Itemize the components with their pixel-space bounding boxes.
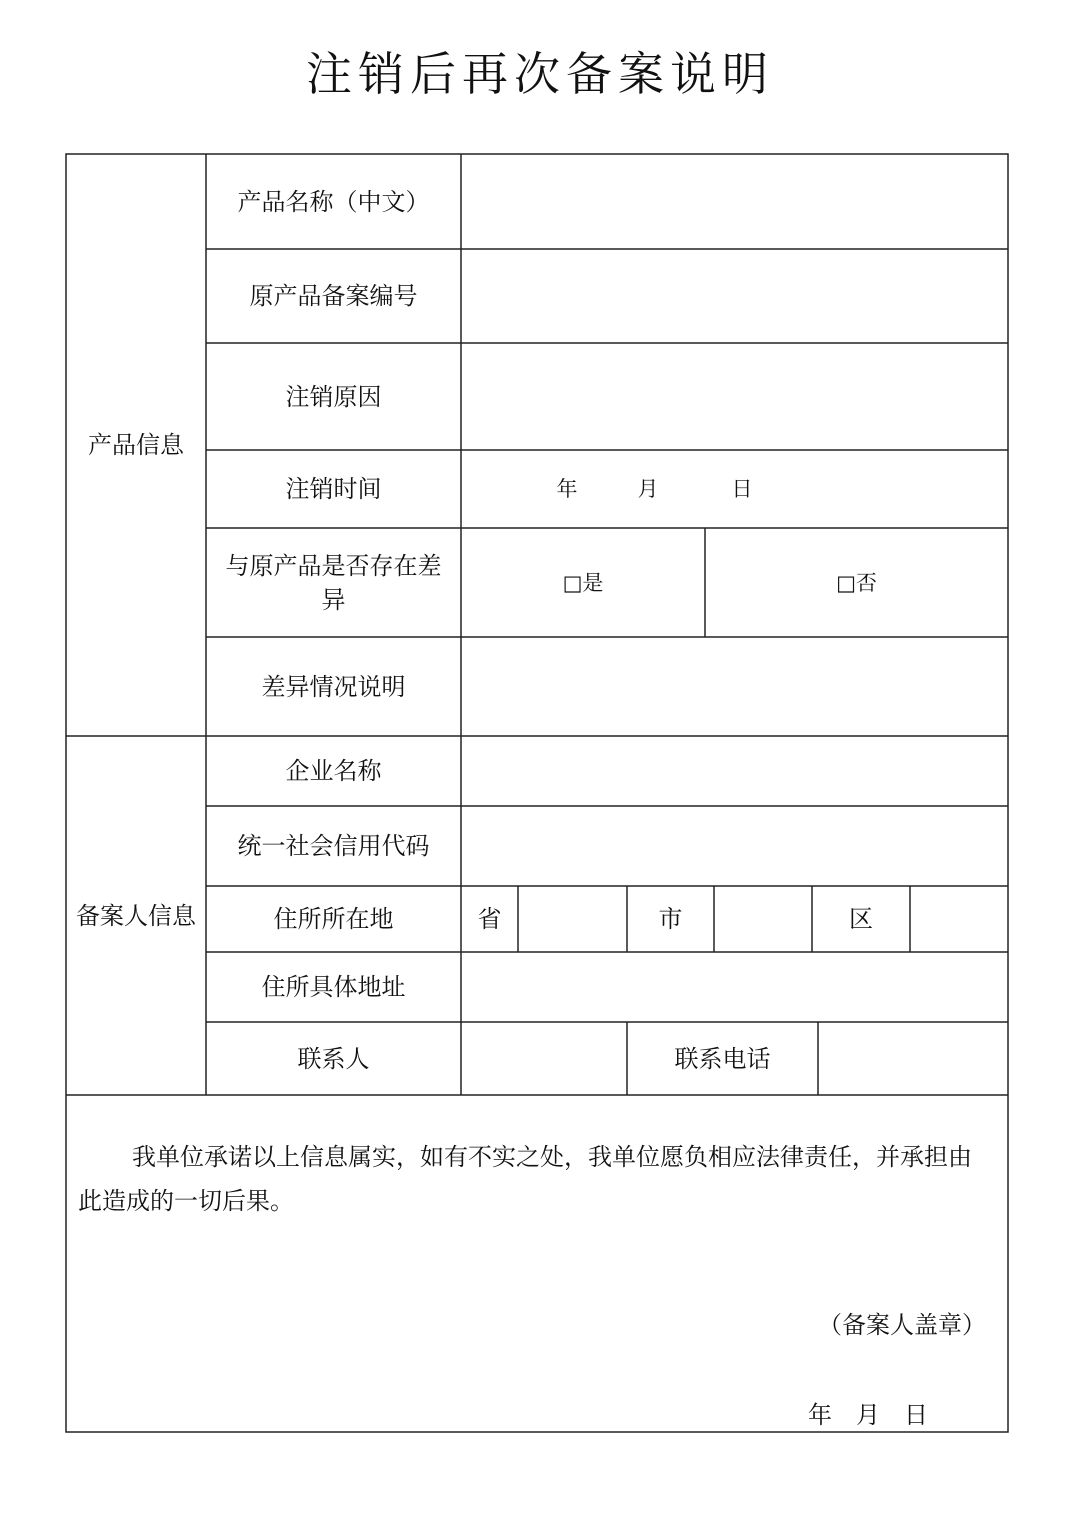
field-city[interactable] <box>714 886 812 952</box>
label-product-name: 产品名称（中文） <box>237 187 430 216</box>
label-company-name: 企业名称 <box>285 757 382 785</box>
declaration-date[interactable]: 年 月 日 <box>808 1401 928 1429</box>
section-label-filer-info: 备案人信息 <box>76 901 196 930</box>
checkbox-diff-no[interactable]: □否 <box>836 570 877 595</box>
label-credit-code: 统一社会信用代码 <box>237 832 430 860</box>
declaration-text: 我单位承诺以上信息属实，如有不实之处，我单位愿负相应法律责任，并承担由此造成的一切后果。 <box>78 1143 972 1215</box>
cancel-date-month[interactable]: 月 <box>637 477 659 501</box>
field-cancel-reason[interactable] <box>461 343 1008 450</box>
label-residence: 住所所在地 <box>273 905 394 933</box>
label-cancel-time: 注销时间 <box>285 475 382 503</box>
label-province: 省 <box>477 905 502 933</box>
page-title: 注销后再次备案说明 <box>306 47 774 101</box>
checkbox-diff-yes[interactable]: □是 <box>562 570 604 595</box>
field-credit-code[interactable] <box>461 806 1008 886</box>
field-phone[interactable] <box>818 1022 1008 1095</box>
label-cancel-reason: 注销原因 <box>285 382 382 411</box>
label-diff-question: 与原产品是否存在差异 <box>225 551 442 614</box>
field-district[interactable] <box>910 886 1008 952</box>
label-contact: 联系人 <box>297 1044 370 1073</box>
cancel-date-day[interactable]: 日 <box>731 477 753 501</box>
seal-label: （备案人盖章） <box>818 1311 986 1339</box>
label-diff-desc: 差异情况说明 <box>261 672 406 701</box>
label-district: 区 <box>849 905 873 933</box>
field-diff-desc[interactable] <box>461 637 1008 736</box>
field-company-name[interactable] <box>461 736 1008 806</box>
field-address[interactable] <box>461 952 1008 1022</box>
field-province[interactable] <box>518 886 627 952</box>
field-orig-record-no[interactable] <box>461 249 1008 343</box>
label-orig-record-no: 原产品备案编号 <box>249 282 418 310</box>
section-label-product-info: 产品信息 <box>88 431 184 459</box>
field-product-name[interactable] <box>461 154 1008 249</box>
field-contact[interactable] <box>461 1022 627 1095</box>
cancel-date-year[interactable]: 年 <box>556 477 578 501</box>
label-city: 市 <box>658 905 683 933</box>
label-address: 住所具体地址 <box>261 973 406 1001</box>
label-phone: 联系电话 <box>674 1044 771 1073</box>
